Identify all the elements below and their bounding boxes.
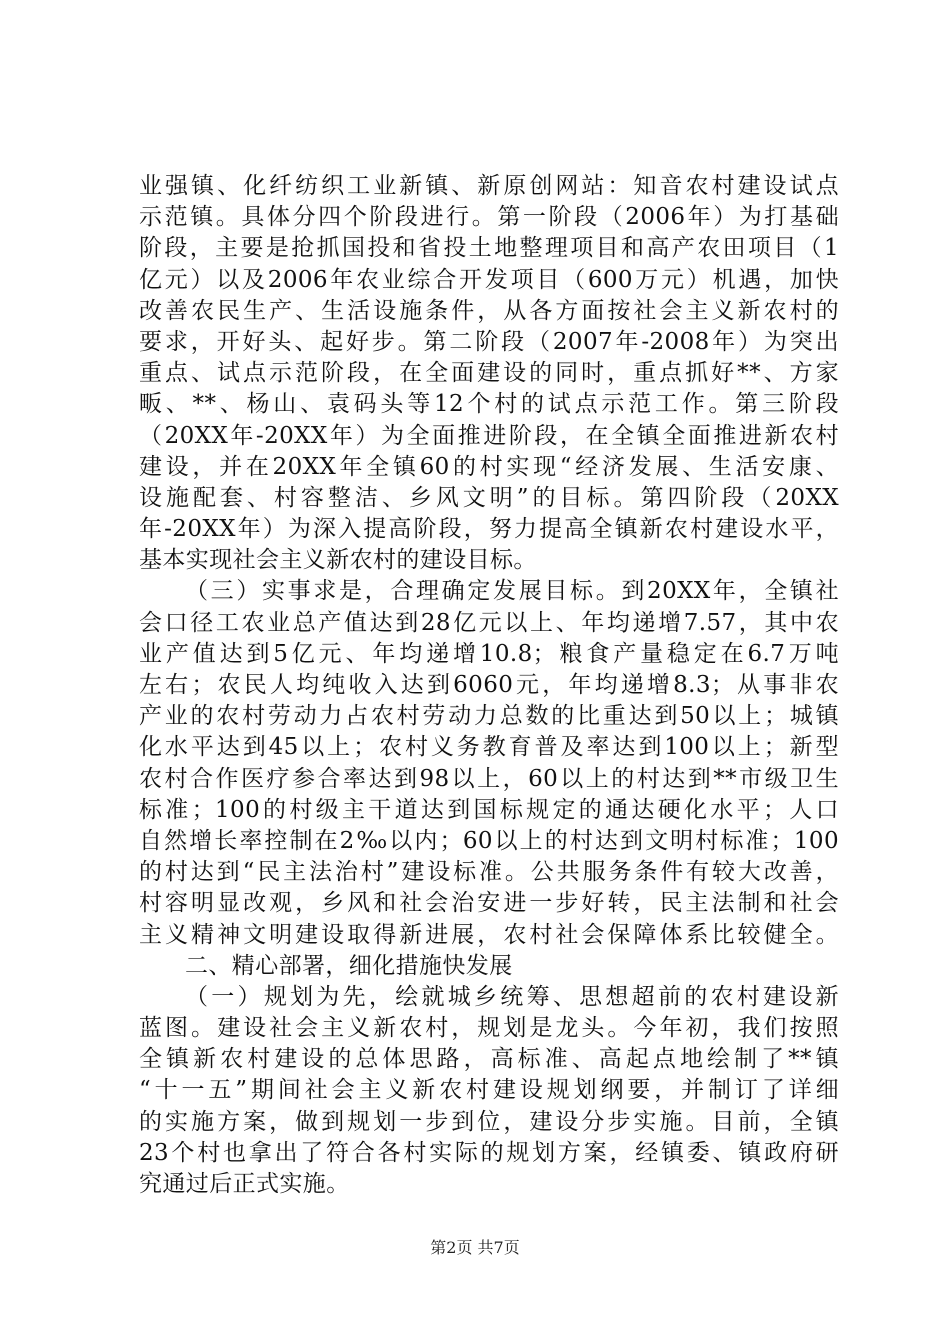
text-line: “十一五”期间社会主义新农村建设规划纲要，并制订了详细 [139,1077,839,1104]
text-line: 村容明显改观，乡风和社会治安进一步好转，民主法制和社会 [139,890,839,917]
text-line: 年-20XX年）为深入提高阶段，努力提高全镇新农村建设水平， [139,516,839,543]
text-line: 重点、试点示范阶段，在全面建设的同时，重点抓好**、方家 [139,360,839,387]
text-line: 要求，开好头、起好步。第二阶段（2007年-2008年）为突出 [139,328,839,355]
text-line: 基本实现社会主义新农村的建设目标。 [139,547,537,574]
text-line: 农村合作医疗参合率达到98以上，60以上的村达到**市级卫生 [139,765,839,792]
document-body [139,171,839,1200]
text-line: 的实施方案，做到规划一步到位，建设分步实施。目前，全镇 [139,1108,839,1135]
text-line: 业产值达到5亿元、年均递增10.8；粮食产量稳定在6.7万吨 [139,640,839,667]
text-line: 的村达到“民主法治村”建设标准。公共服务条件有较大改善， [139,859,839,886]
text-line: 阶段，主要是抢抓国投和省投土地整理项目和高产农田项目（1 [139,235,839,262]
text-line: 主义精神文明建设取得新进展，农村社会保障体系比较健全。 [139,921,839,948]
text-line: 23个村也拿出了符合各村实际的规划方案，经镇委、镇政府研 [139,1139,839,1166]
text-line: （一）规划为先，绘就城乡统筹、思想超前的农村建设新 [185,983,839,1010]
section-heading: 二、精心部署，细化措施快发展 [185,952,513,979]
text-line: 化水平达到45以上；农村义务教育普及率达到100以上；新型 [139,734,839,761]
text-line: 亿元）以及2006年农业综合开发项目（600万元）机遇，加快 [139,266,839,293]
text-line: 示范镇。具体分四个阶段进行。第一阶段（2006年）为打基础 [139,204,839,231]
text-line: 产业的农村劳动力占农村劳动力总数的比重达到50以上；城镇 [139,703,839,730]
text-line: 畈、**、杨山、袁码头等12个村的试点示范工作。第三阶段 [139,391,839,418]
text-line: （20XX年-20XX年）为全面推进阶段，在全镇全面推进新农村 [139,422,839,449]
text-line: 蓝图。建设社会主义新农村，规划是龙头。今年初，我们按照 [139,1015,839,1042]
text-line: 左右；农民人均纯收入达到6060元，年均递增8.3；从事非农 [139,672,839,698]
text-line: （三）实事求是，合理确定发展目标。到20XX年，全镇社 [185,578,839,605]
text-line: 全镇新农村建设的总体思路，高标准、高起点地绘制了**镇 [139,1046,839,1073]
text-line: 标准；100的村级主干道达到国标规定的通达硬化水平；人口 [139,796,839,823]
text-line: 究通过后正式实施。 [139,1171,350,1197]
text-line: 业强镇、化纤纺织工业新镇、新原创网站：知音农村建设试点 [139,173,839,199]
page-number: 第2页 共7页 [430,1238,520,1257]
text-line: 建设，并在20XX年全镇60的村实现“经济发展、生活安康、 [139,453,839,480]
text-line: 自然增长率控制在2‰以内；60以上的村达到文明村标准；100 [139,827,839,854]
text-line: 会口径工农业总产值达到28亿元以上、年均递增7.57，其中农 [139,609,839,636]
text-line: 改善农民生产、生活设施条件，从各方面按社会主义新农村的 [139,297,839,324]
text-line: 设施配套、村容整洁、乡风文明”的目标。第四阶段（20XX [139,484,839,511]
